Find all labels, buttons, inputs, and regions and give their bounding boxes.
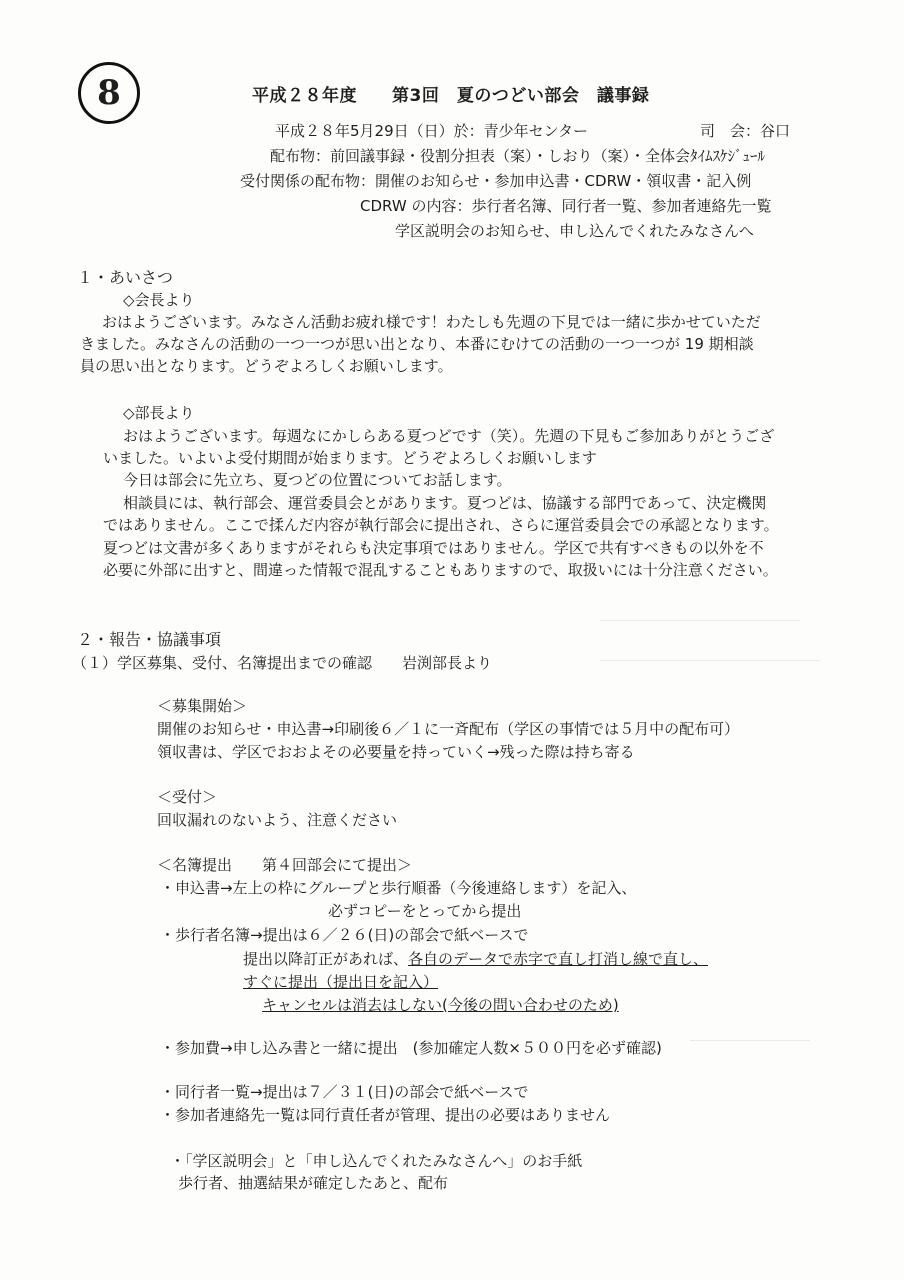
recruit-heading: ＜募集開始＞ — [157, 697, 248, 715]
fee-line: ・参加費→申し込み書と一緒に提出 (参加確定人数×５００円を必ず確認) — [160, 1039, 662, 1057]
dept-line: 今日は部会に先立ち、夏つどの位置についてお話します。 — [123, 471, 512, 489]
letter-line: ・「学区説明会」と「申し込んでくれたみなさんへ」のお手紙 — [170, 1152, 583, 1170]
cdrw-contents-2: 学区説明会のお知らせ、申し込んでくれたみなさんへ — [395, 222, 754, 240]
recruit-line: 開催のお知らせ・申込書→印刷後６／１に一斉配布（学区の事情では５月中の配布可） — [157, 720, 740, 738]
chair: 司 会：谷口 — [700, 122, 791, 140]
roster-item-2d: キャンセルは消去はしない(今後の問い合わせのため) — [262, 996, 619, 1014]
dept-line: おはようございます。毎週なにかしらある夏つどです（笑）。先週の下見もご参加ありがとうござ — [123, 427, 775, 445]
dept-line: 相談員には、執行部会、運営委員会とがあります。夏つどは、協議する部門であって、決定機関 — [123, 494, 767, 512]
reception-heading: ＜受付＞ — [157, 788, 218, 806]
chair-greeting-heading: ◇会長より — [123, 291, 195, 309]
companion-line: ・同行者一覧→提出は７／３１(日)の部会で紙ベースで — [160, 1083, 529, 1101]
bleed-through — [690, 1040, 810, 1041]
roster-item-2b-text: 提出以降訂正があれば、 — [243, 950, 409, 968]
page-number: 8 — [97, 72, 121, 113]
roster-heading: ＜名簿提出 第４回部会にて提出＞ — [157, 856, 413, 874]
roster-item-2b-strike: 各自のデータで赤字で直し打消し線で直し、 — [408, 950, 709, 968]
page-title: 平成２８年度 第3回 夏のつどい部会 議事録 — [252, 86, 650, 106]
contact-line: ・参加者連絡先一覧は同行責任者が管理、提出の必要はありません — [160, 1106, 611, 1124]
roster-item-2c: すぐに提出（提出日を記入） — [243, 973, 439, 991]
chair-line: きました。みなさんの活動の一つ一つが思い出となり、本番にむけての活動の一つ一つが 19 期相談 — [80, 335, 754, 353]
roster-item-2: ・歩行者名簿→提出は６／２６(日)の部会で紙ベースで — [160, 926, 529, 944]
page-number-circle — [78, 62, 140, 124]
subsection-1: （１）学区募集、受付、名簿提出までの確認 岩渕部長より — [72, 654, 493, 672]
recruit-line: 領収書は、学区でおおよその必要量を持っていく→残った際は持ち寄る — [157, 743, 635, 761]
dept-line: 夏つどは文書が多くありますがそれらも決定事項ではありません。学区で共有すべきもの以外を不 — [103, 539, 764, 557]
dept-greeting-heading: ◇部長より — [123, 404, 195, 422]
section2-heading: ２・報告・協議事項 — [77, 630, 222, 649]
chair-line: 員の思い出となります。どうぞよろしくお願いします。 — [80, 357, 453, 375]
date-place: 平成２８年5月29日（日）於：青少年センター — [275, 122, 589, 140]
dept-line: いました。いよいよ受付期間が始まります。どうぞよろしくお願いします — [103, 449, 597, 467]
letter-line-2: 歩行者、抽選結果が確定したあと、配布 — [178, 1174, 449, 1192]
roster-item-2b — [243, 950, 708, 968]
section1-heading: １・あいさつ — [77, 268, 174, 287]
dept-line: 必要に外部に出すと、間違った情報で混乱することもありますので、取扱いには十分注意ください。 — [103, 561, 778, 579]
cdrw-contents: CDRW の内容：歩行者名簿、同行者一覧、参加者連絡先一覧 — [360, 197, 772, 215]
chair-line: おはようございます。みなさん活動お疲れ様です！わたしも先週の下見では一緒に歩かせていただ — [102, 313, 761, 331]
reception-line: 回収漏れのないよう、注意ください — [157, 811, 398, 829]
bleed-through — [600, 620, 800, 621]
dept-line: ではありません。ここで揉んだ内容が執行部会に提出され、さらに運営委員会での承認となります。 — [103, 516, 779, 534]
roster-item-1: ・申込書→左上の枠にグループと歩行順番（今後連絡します）を記入、 — [160, 879, 637, 897]
roster-item-1b: 必ずコピーをとってから提出 — [328, 902, 522, 920]
reception-handouts: 受付関係の配布物：開催のお知らせ・参加申込書・CDRW・領収書・記入例 — [240, 172, 752, 190]
handouts: 配布物：前回議事録・役割分担表（案）・しおり（案）・全体会ﾀｲﾑｽｹｼﾞｭｰﾙ — [270, 147, 766, 165]
bleed-through — [600, 660, 820, 661]
